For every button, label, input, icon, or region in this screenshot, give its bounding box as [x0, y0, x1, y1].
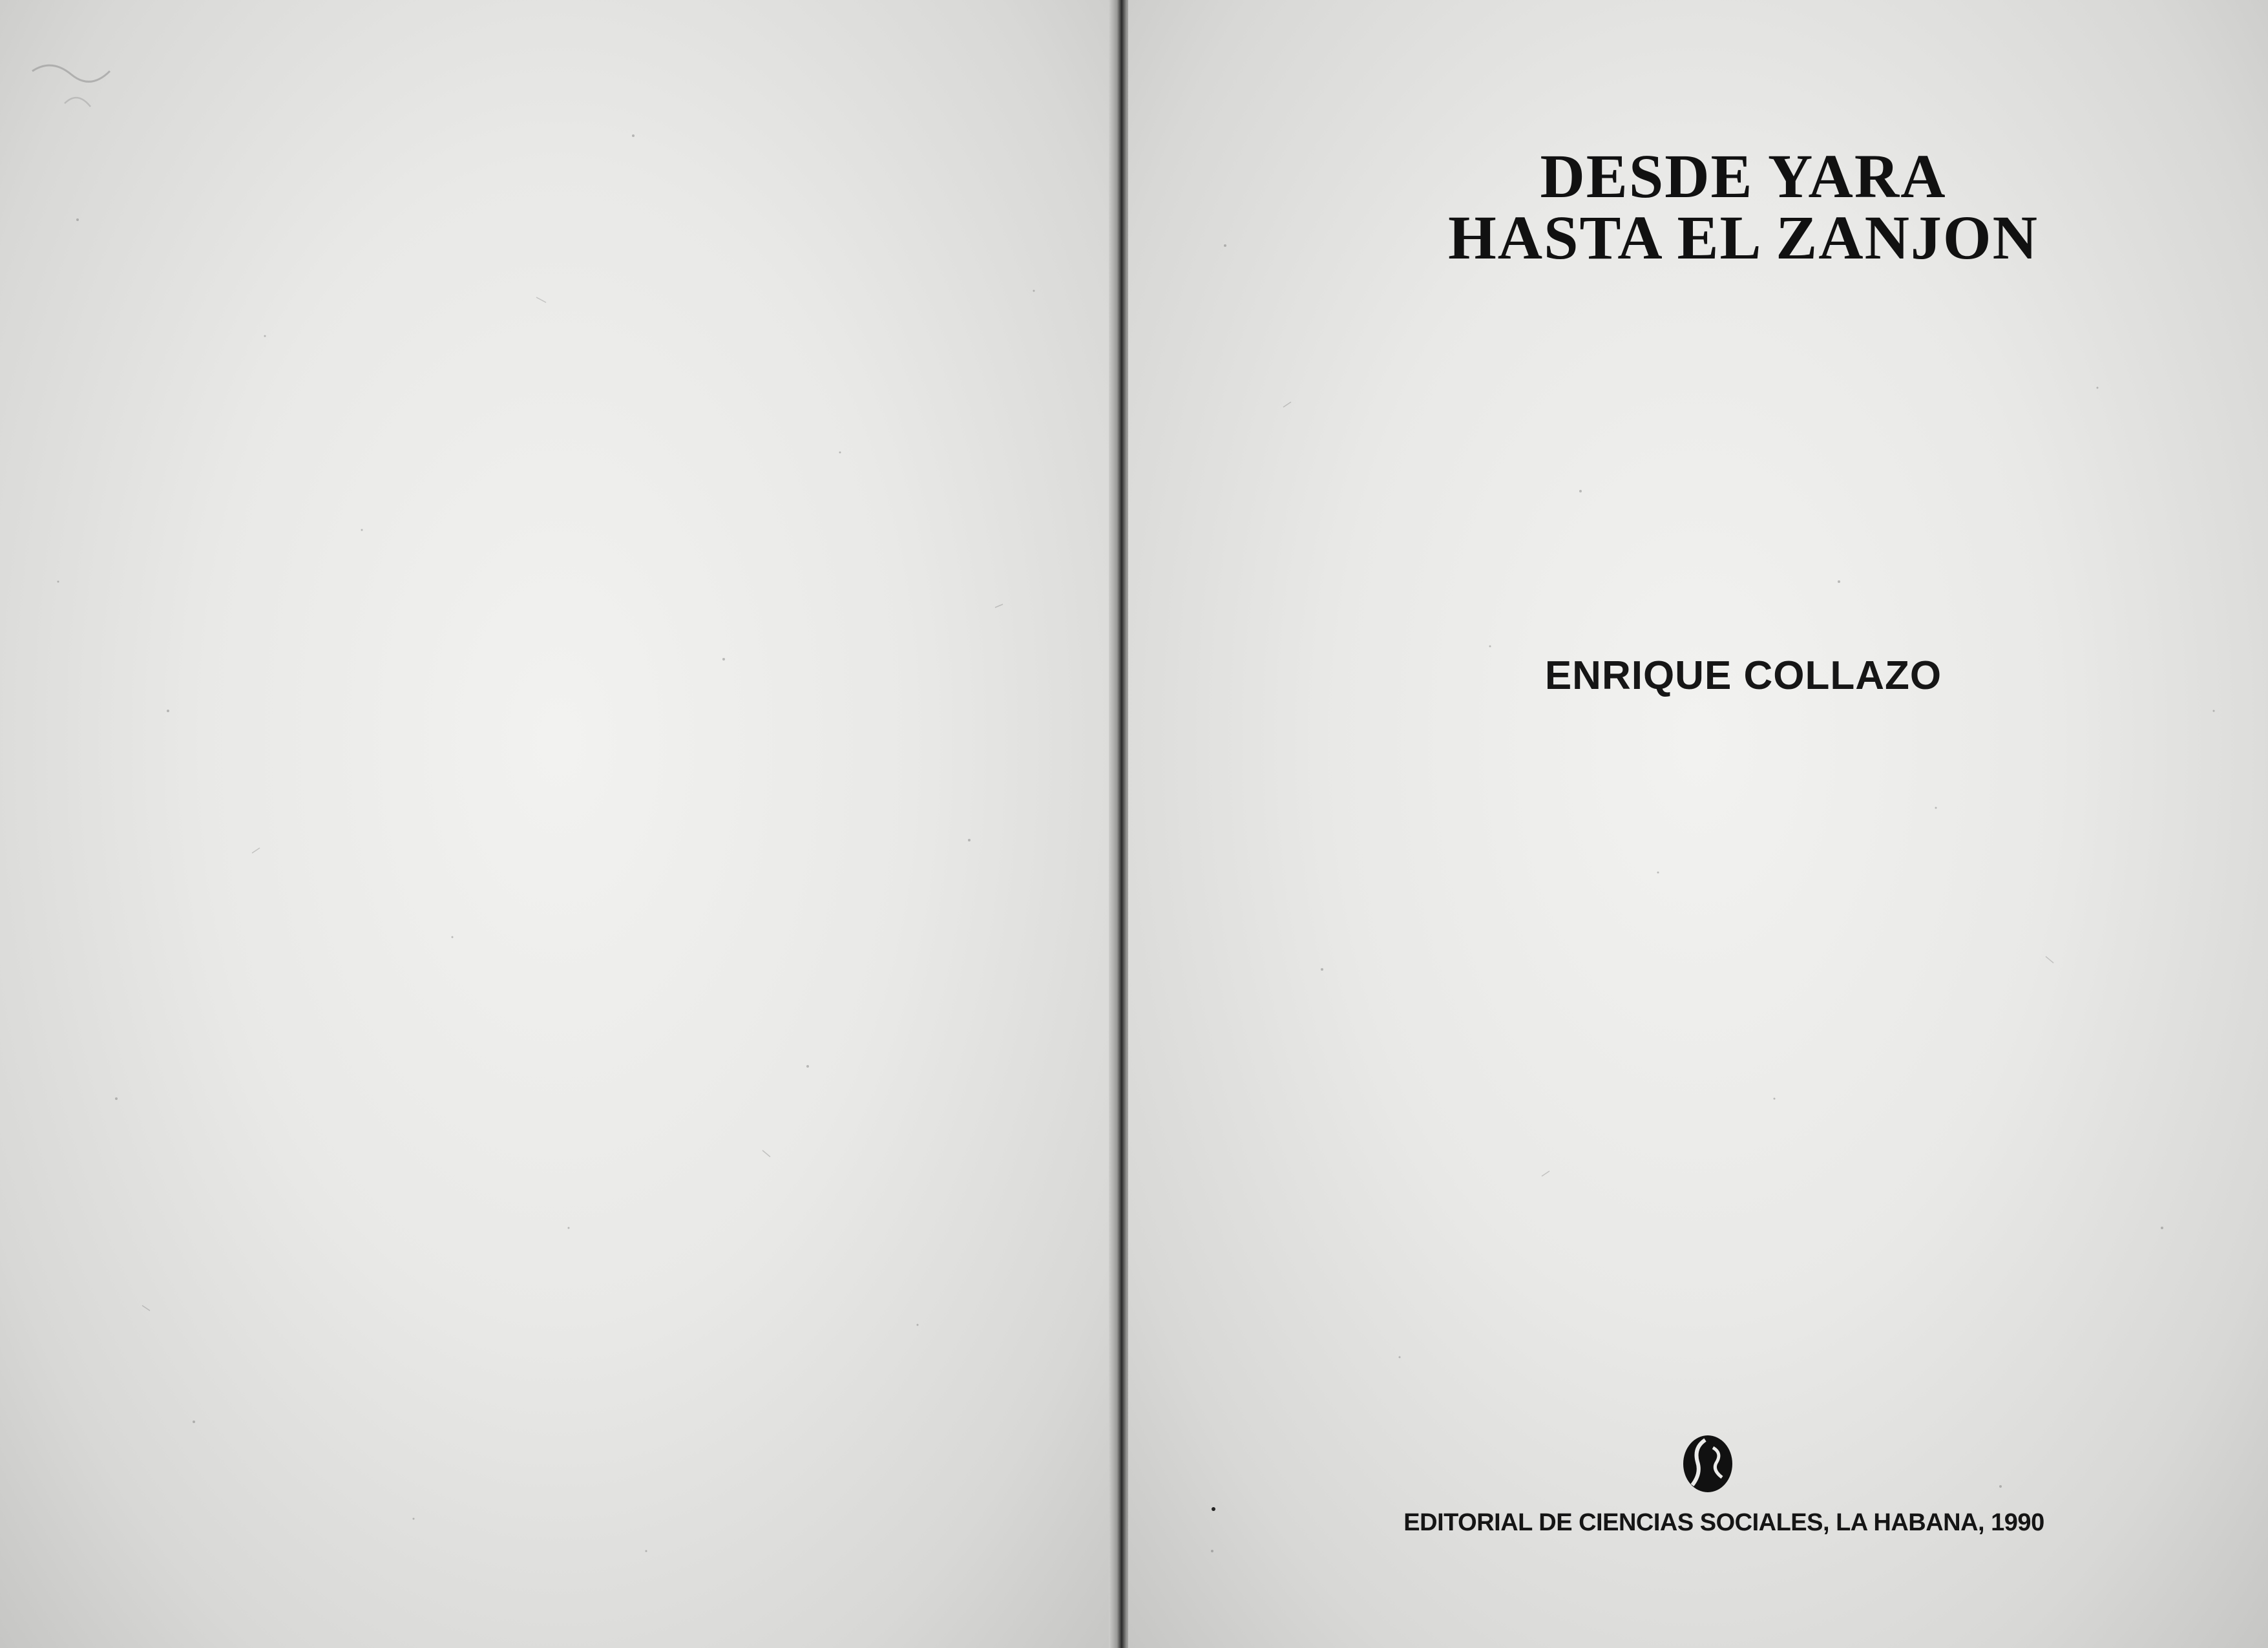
book-title-line-2: HASTA EL ZANJON: [1448, 203, 2039, 272]
ecs-publisher-logo-icon: [1674, 1428, 1745, 1499]
handwritten-mark: [26, 45, 129, 149]
paper-texture: [0, 0, 1118, 1648]
right-page: [1128, 0, 2268, 1648]
author-name: ENRIQUE COLLAZO: [1544, 653, 1942, 698]
left-page: [0, 0, 1118, 1648]
publisher-imprint: EDITORIAL DE CIENCIAS SOCIALES, LA HABANA, 1990: [1403, 1509, 2044, 1536]
book-title-line-1: DESDE YARA: [1540, 142, 1947, 211]
